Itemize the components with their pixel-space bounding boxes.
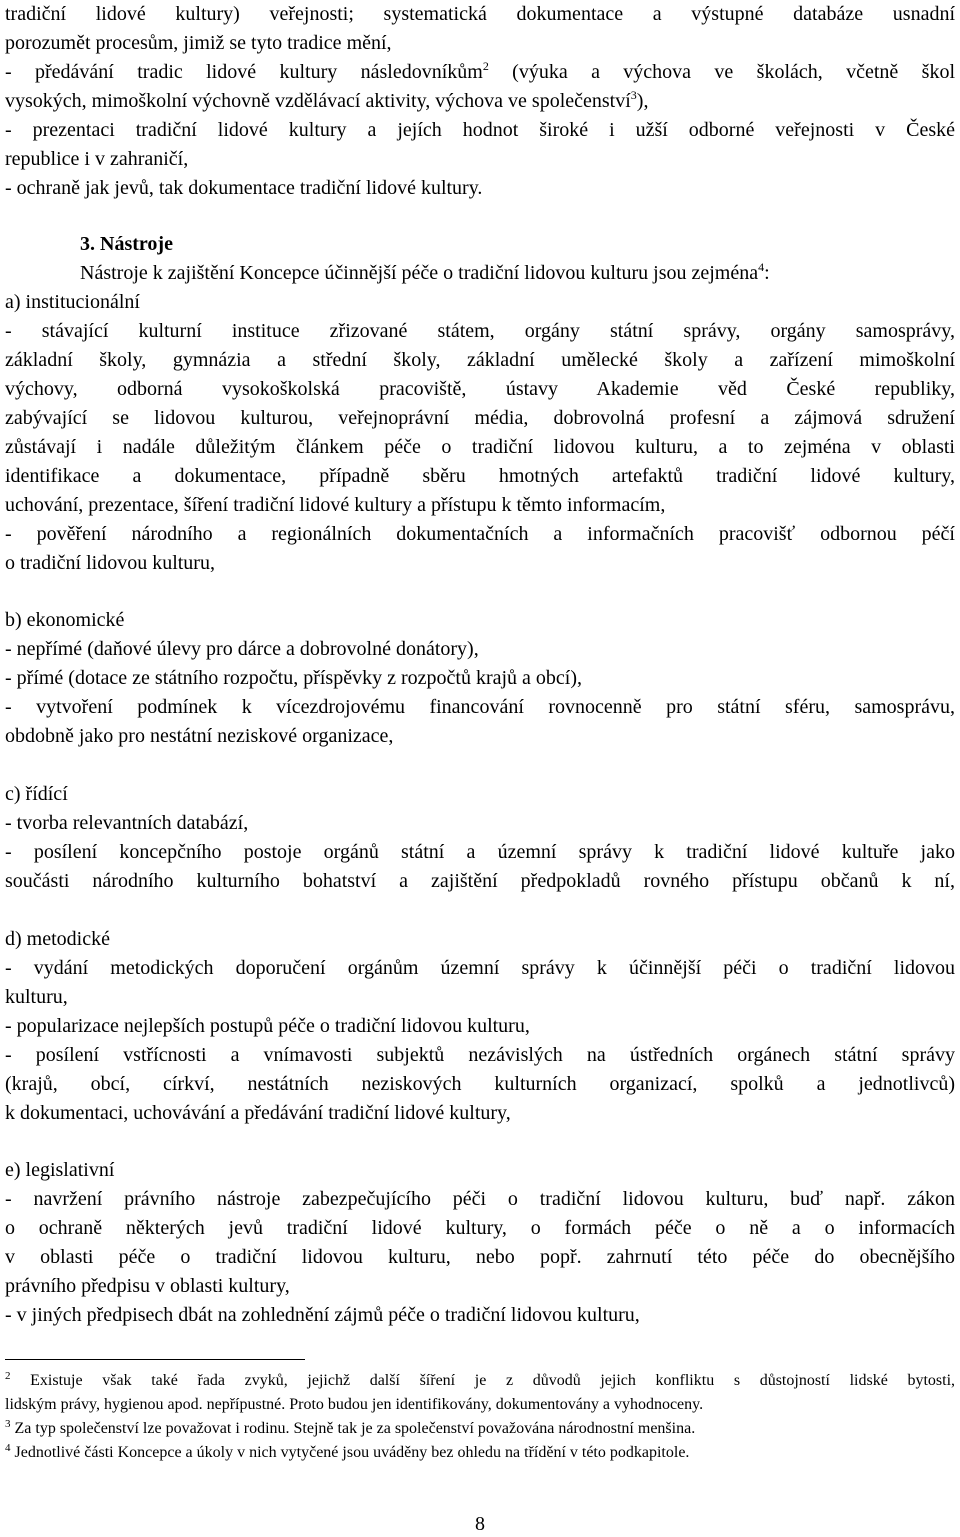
text-line: obdobně jako pro nestátní neziskové organizace,: [5, 725, 394, 747]
footnote-ref[interactable]: 3: [630, 88, 637, 102]
text-line: - přímé (dotace ze státního rozpočtu, příspěvky z rozpočtů krajů a obcí),: [5, 667, 583, 689]
text-line: - tvorba relevantních databází,: [5, 812, 249, 834]
page-number: 8: [475, 1513, 485, 1535]
text-line: - stávající kulturní instituce zřizované státem, orgány státní správy, orgány samosprávy,: [5, 320, 955, 342]
text-line: právního předpisu v oblasti kultury,: [5, 1275, 290, 1297]
subsection-heading: e) legislativní: [5, 1159, 115, 1181]
footnote-ref[interactable]: 2: [482, 59, 489, 73]
subsection-heading: b) ekonomické: [5, 609, 125, 631]
footnote: $^3$ Za typ společenství lze považovat i rodinu. Stejně tak je za společenství považována národnostní menšina.: [5, 1418, 696, 1437]
text-line: - vydání metodických doporučení orgánům územní správy k účinnější péči o tradiční lidovou: [5, 957, 955, 979]
footnote: lidským právy, hygienou apod. nepřípustné. Proto budou jen identifikovány, dokumentovány a vyhodnoceny.: [5, 1396, 704, 1413]
text-line: zabývající se lidovou kulturou, veřejnoprávní média, dobrovolná profesní a zájmová sdružení: [5, 407, 955, 429]
text-line: k dokumentaci, uchovávání a předávání tradiční lidové kultury,: [5, 1102, 511, 1124]
text-line: - popularizace nejlepších postupů péče o tradiční lidovou kulturu,: [5, 1015, 530, 1037]
text-line: základní školy, gymnázia a střední školy, základní umělecké školy a zařízení mimoškolní: [5, 349, 955, 371]
section-heading: 3. Nástroje: [80, 233, 173, 255]
text-line: - posílení vstřícnosti a vnímavosti subjektů nezávislých na ústředních orgánech státní správy: [5, 1044, 955, 1066]
text-line: tradiční lidové kultury) veřejnosti; systematická dokumentace a výstupné databáze usnadní: [5, 3, 955, 25]
subsection-heading: c) řídící: [5, 783, 68, 805]
text-line: - ochraně jak jevů, tak dokumentace tradiční lidové kultury.: [5, 177, 483, 199]
text-line: součásti národního kulturního bohatství a zajištění předpokladů rovného přístupu občanů k ní,: [5, 870, 955, 892]
text-line: - vytvoření podmínek k vícezdrojovému financování rovnocenně pro státní sféru, samosprávu,: [5, 696, 955, 718]
text-line: zůstávají i nadále důležitým článkem péče o tradiční lidovou kulturu, a to zejména v oblasti: [5, 436, 955, 458]
footnote-ref[interactable]: 4: [758, 260, 765, 274]
text-line: - předávání tradic lidové kultury následovníkům$^2$ (výuka a výchova ve školách, včetně škol: [5, 59, 955, 83]
text-line: - v jiných předpisech dbát na zohlednění zájmů péče o tradiční lidovou kulturu,: [5, 1304, 640, 1326]
footnote-separator: [5, 1359, 305, 1360]
text-line: - pověření národního a regionálních dokumentačních a informačních pracovišť odbornou péčí: [5, 523, 955, 545]
footnote: $^4$ Jednotlivé části Koncepce a úkoly v nich vytyčené jsou uváděny bez ohledu na třídění v této podkapitole.: [5, 1442, 690, 1461]
subsection-heading: d) metodické: [5, 928, 110, 950]
text-line: - nepřímé (daňové úlevy pro dárce a dobrovolné donátory),: [5, 638, 479, 660]
text-line: v oblasti péče o tradiční lidovou kulturu, nebo popř. zahrnutí této péče do obecnějšího: [5, 1246, 955, 1268]
subsection-heading: a) institucionální: [5, 291, 140, 313]
text-line: uchování, prezentace, šíření tradiční lidové kultury a přístupu k těmto informacím,: [5, 494, 666, 516]
text-line: Nástroje k zajištění Koncepce účinnější péče o tradiční lidovou kulturu jsou zejména$^4$:: [80, 260, 770, 284]
text-line: identifikace a dokumentace, případně sběru hmotných artefaktů tradiční lidové kultury,: [5, 465, 955, 487]
text-line: o tradiční lidovou kulturu,: [5, 552, 215, 574]
text-line: - navržení právního nástroje zabezpečujícího péči o tradiční lidovou kulturu, buď např. zákon: [5, 1188, 955, 1210]
text-line: o ochraně některých jevů tradiční lidové kultury, o formách péče o ně a o informacích: [5, 1217, 955, 1239]
text-line: - prezentaci tradiční lidové kultury a jejích hodnot široké i užší odborné veřejnosti v České: [5, 119, 955, 141]
text-line: - posílení koncepčního postoje orgánů státní a územní správy k tradiční lidové kultuře jako: [5, 841, 955, 863]
footnote: $^2$ Existuje však také řada zvyků, jejichž další šíření je z důvodů jejich konfliktu s důstojností lidské bytosti,: [5, 1370, 956, 1389]
text-line: kulturu,: [5, 986, 68, 1008]
text-line: vysokých, mimoškolní výchovně vzdělávací aktivity, výchova ve společenství$^3$),: [5, 88, 649, 112]
text-line: republice i v zahraničí,: [5, 148, 189, 170]
text-line: porozumět procesům, jimiž se tyto tradice mění,: [5, 32, 392, 54]
text-line: (krajů, obcí, církví, nestátních neziskových kulturních organizací, spolků a jednotlivců): [5, 1073, 955, 1095]
text-line: výchovy, odborná vysokoškolská pracoviště, ústavy Akademie věd České republiky,: [5, 378, 955, 400]
